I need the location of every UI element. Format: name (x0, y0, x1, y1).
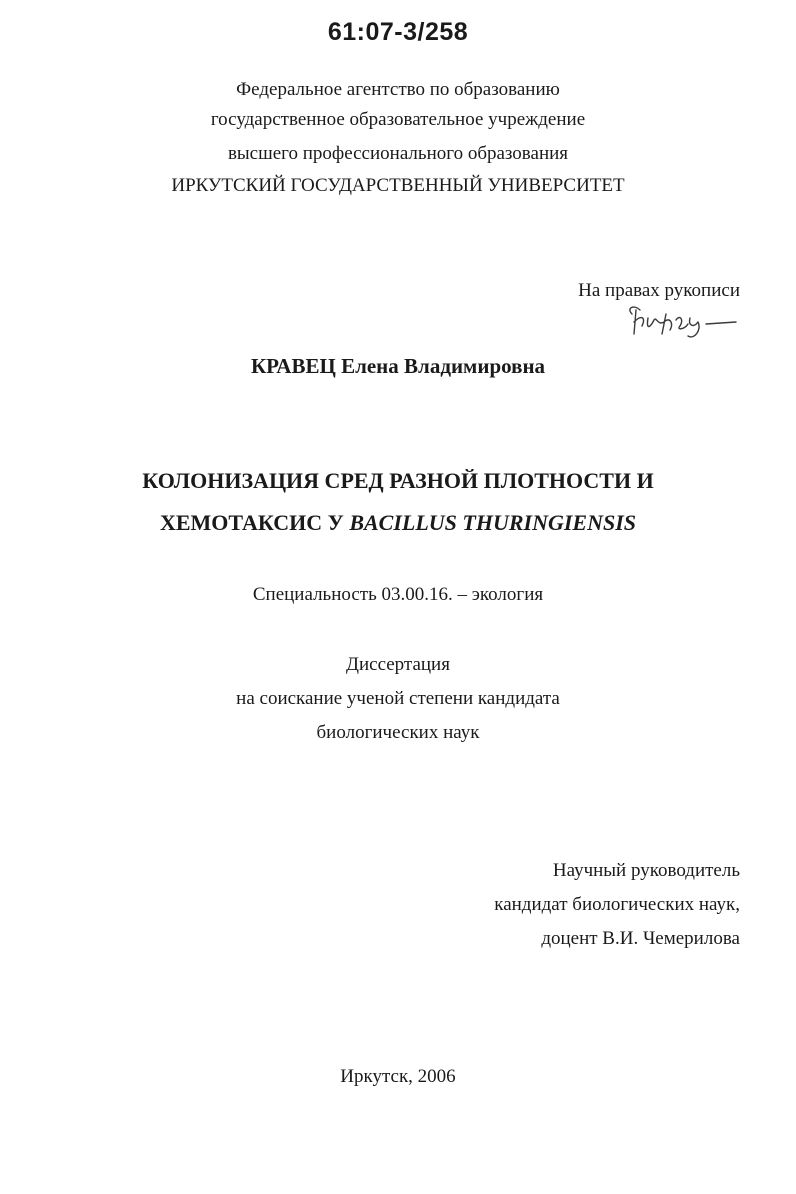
rights-note: На правах рукописи (578, 280, 740, 301)
author-name: КРАВЕЦ Елена Владимировна (250, 354, 546, 378)
org-line-3: высшего профессионального образования (227, 143, 569, 164)
title-line-1: КОЛОНИЗАЦИЯ СРЕД РАЗНОЙ ПЛОТНОСТИ И (142, 468, 654, 493)
title-organism: BACILLUS THURINGIENSIS (349, 510, 637, 535)
place-year: Иркутск, 2006 (340, 1066, 456, 1087)
dissertation-line-3: биологических наук (316, 722, 480, 743)
org-line-1: Федеральное агентство по образованию (236, 79, 560, 100)
supervisor-line-2: кандидат биологических наук, (494, 894, 740, 915)
university-name: ИРКУТСКИЙ ГОСУДАРСТВЕННЫЙ УНИВЕРСИТЕТ (171, 175, 625, 196)
document-code: 61:07-3/258 (327, 18, 469, 46)
dissertation-line-1: Диссертация (346, 654, 450, 675)
supervisor-line-1: Научный руководитель (552, 860, 740, 881)
title-line-2 (0, 510, 796, 536)
org-line-2: государственное образовательное учреждение (210, 109, 586, 130)
title-line-2-prefix: ХЕМОТАКСИС У (159, 510, 344, 535)
specialty: Специальность 03.00.16. – экология (252, 584, 544, 605)
handwritten-signature (624, 300, 744, 350)
supervisor-line-3: доцент В.И. Чемерилова (541, 928, 740, 949)
dissertation-line-2: на соискание ученой степени кандидата (236, 688, 560, 709)
